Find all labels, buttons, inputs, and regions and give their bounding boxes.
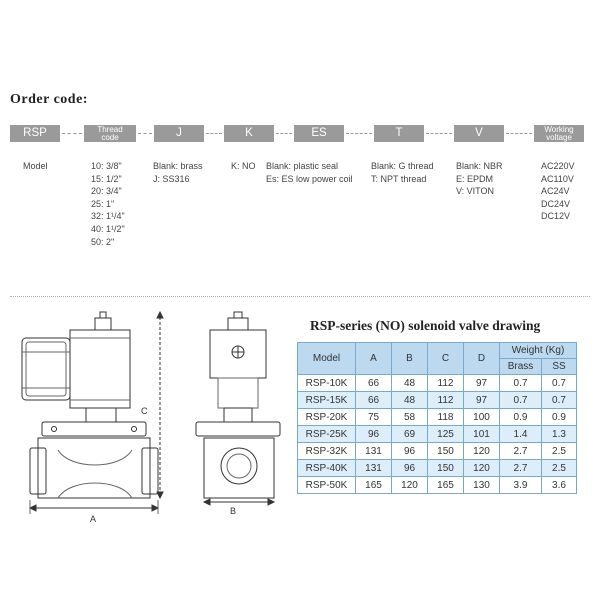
cell-b: 58	[392, 409, 428, 426]
table-row	[298, 426, 577, 443]
header-ss: SS	[542, 359, 577, 375]
desc-line: AC220V	[541, 161, 575, 171]
desc-threadtype	[371, 160, 434, 185]
cell-d: 120	[464, 443, 500, 460]
desc-line: 20: 3/4"	[91, 186, 122, 197]
code-box-seal: V	[454, 125, 504, 142]
cell-a: 66	[356, 375, 392, 392]
cell-a: 165	[356, 477, 392, 494]
desc-line: K: NO	[231, 161, 256, 171]
desc-line: 25: 1"	[91, 198, 115, 209]
desc-voltage	[541, 160, 575, 223]
header-b: B	[392, 343, 428, 375]
coil-nut	[95, 318, 111, 330]
table-row	[298, 477, 577, 494]
desc-line: Blank: NBR	[456, 161, 503, 171]
cell-a: 131	[356, 460, 392, 477]
desc-line: 15: 1/2"	[91, 173, 122, 184]
header-model: Model	[298, 343, 356, 375]
code-box-model: RSP	[10, 125, 60, 142]
coil-connector	[22, 338, 70, 400]
header-weight: Weight (Kg)	[500, 343, 577, 359]
code-box-coil: ES	[294, 125, 344, 142]
cell-c: 118	[428, 409, 464, 426]
cell-c: 165	[428, 477, 464, 494]
desc-line: J: SS316	[153, 173, 190, 184]
dash-connector	[346, 133, 372, 134]
cell-b: 48	[392, 392, 428, 409]
spec-table	[297, 342, 577, 494]
desc-line: AC110V	[541, 173, 574, 184]
cell-model: RSP-20K	[298, 409, 356, 426]
desc-line: E: EPDM	[456, 173, 494, 184]
cell-c: 112	[428, 375, 464, 392]
desc-line: AC24V	[541, 186, 570, 197]
desc-body	[153, 160, 203, 185]
desc-line: V: VITON	[456, 186, 495, 197]
dash-connector	[506, 133, 532, 134]
desc-line: DC12V	[541, 211, 571, 222]
desc-line: 40: 1¹/2"	[91, 223, 125, 234]
cell-c: 125	[428, 426, 464, 443]
order-code-title: Order code:	[10, 92, 88, 107]
code-box-voltage-line1: Working	[544, 125, 574, 134]
desc-line: Model	[23, 161, 48, 171]
code-box-thread-line2: code	[101, 133, 119, 142]
cell-a: 75	[356, 409, 392, 426]
table-row	[298, 460, 577, 477]
desc-line: 10: 3/8"	[91, 161, 122, 171]
cell-model: RSP-25K	[298, 426, 356, 443]
dim-label-a: A	[90, 514, 97, 524]
desc-nonc	[231, 160, 256, 173]
table-row	[298, 409, 577, 426]
cell-a: 131	[356, 443, 392, 460]
cell-c: 150	[428, 460, 464, 477]
cell-ss: 3.6	[542, 477, 577, 494]
cell-b: 96	[392, 460, 428, 477]
code-box-nonc: K	[224, 125, 274, 142]
cell-a: 96	[356, 426, 392, 443]
cell-c: 112	[428, 392, 464, 409]
cell-d: 101	[464, 426, 500, 443]
cell-model: RSP-32K	[298, 443, 356, 460]
cell-a: 66	[356, 392, 392, 409]
valve-bonnet	[42, 422, 146, 436]
table-row	[298, 443, 577, 460]
cell-d: 130	[464, 477, 500, 494]
cell-ss: 0.7	[542, 375, 577, 392]
cell-model: RSP-40K	[298, 460, 356, 477]
code-box-voltage	[534, 125, 584, 142]
cell-brass: 0.9	[500, 409, 542, 426]
side-view	[196, 312, 280, 505]
desc-line: Blank: brass	[153, 161, 203, 171]
dash-connector	[426, 133, 452, 134]
valve-drawing	[0, 300, 290, 530]
port-opening	[221, 448, 257, 484]
cell-model: RSP-15K	[298, 392, 356, 409]
dash-connector	[138, 133, 152, 134]
dash-connector	[276, 133, 292, 134]
desc-model	[23, 160, 48, 173]
cell-b: 48	[392, 375, 428, 392]
cell-b: 69	[392, 426, 428, 443]
cell-b: 96	[392, 443, 428, 460]
cell-brass: 0.7	[500, 375, 542, 392]
cell-b: 120	[392, 477, 428, 494]
cell-model: RSP-10K	[298, 375, 356, 392]
code-box-body: J	[154, 125, 204, 142]
desc-line: Blank: G thread	[371, 161, 434, 171]
valve-body	[38, 438, 150, 498]
desc-thread	[91, 160, 125, 248]
cell-brass: 3.9	[500, 477, 542, 494]
cell-ss: 2.5	[542, 460, 577, 477]
cell-model: RSP-50K	[298, 477, 356, 494]
desc-seal	[456, 160, 503, 198]
header-a: A	[356, 343, 392, 375]
header-c: C	[428, 343, 464, 375]
dash-connector	[62, 133, 82, 134]
desc-line: Blank: plastic seal	[266, 161, 339, 171]
header-brass: Brass	[500, 359, 542, 375]
dash-connector	[206, 133, 222, 134]
table-row	[298, 392, 577, 409]
code-box-voltage-line2: voltage	[546, 133, 572, 142]
section-divider	[10, 296, 590, 297]
cell-brass: 2.7	[500, 460, 542, 477]
cell-brass: 0.7	[500, 392, 542, 409]
table-row	[298, 375, 577, 392]
desc-line: Es: ES low power coil	[266, 173, 353, 184]
code-box-threadtype: T	[374, 125, 424, 142]
cell-d: 100	[464, 409, 500, 426]
table-title: RSP-series (NO) solenoid valve drawing	[310, 318, 541, 333]
desc-line: DC24V	[541, 198, 571, 209]
dim-label-b: B	[230, 506, 237, 516]
desc-coil	[266, 160, 353, 185]
code-box-thread	[84, 125, 136, 142]
cell-d: 97	[464, 375, 500, 392]
coil-housing	[70, 330, 130, 408]
cell-ss: 1.3	[542, 426, 577, 443]
cell-brass: 1.4	[500, 426, 542, 443]
dim-label-c: C	[141, 406, 148, 416]
cell-ss: 2.5	[542, 443, 577, 460]
desc-line: 50: 2"	[91, 236, 115, 247]
cell-d: 97	[464, 392, 500, 409]
desc-line: T: NPT thread	[371, 173, 427, 184]
code-box-thread-line1: Thread	[97, 125, 123, 134]
cell-c: 150	[428, 443, 464, 460]
cell-ss: 0.9	[542, 409, 577, 426]
cell-d: 120	[464, 460, 500, 477]
cell-brass: 2.7	[500, 443, 542, 460]
header-d: D	[464, 343, 500, 375]
cell-ss: 0.7	[542, 392, 577, 409]
desc-line: 32: 1¹/4"	[91, 211, 125, 222]
